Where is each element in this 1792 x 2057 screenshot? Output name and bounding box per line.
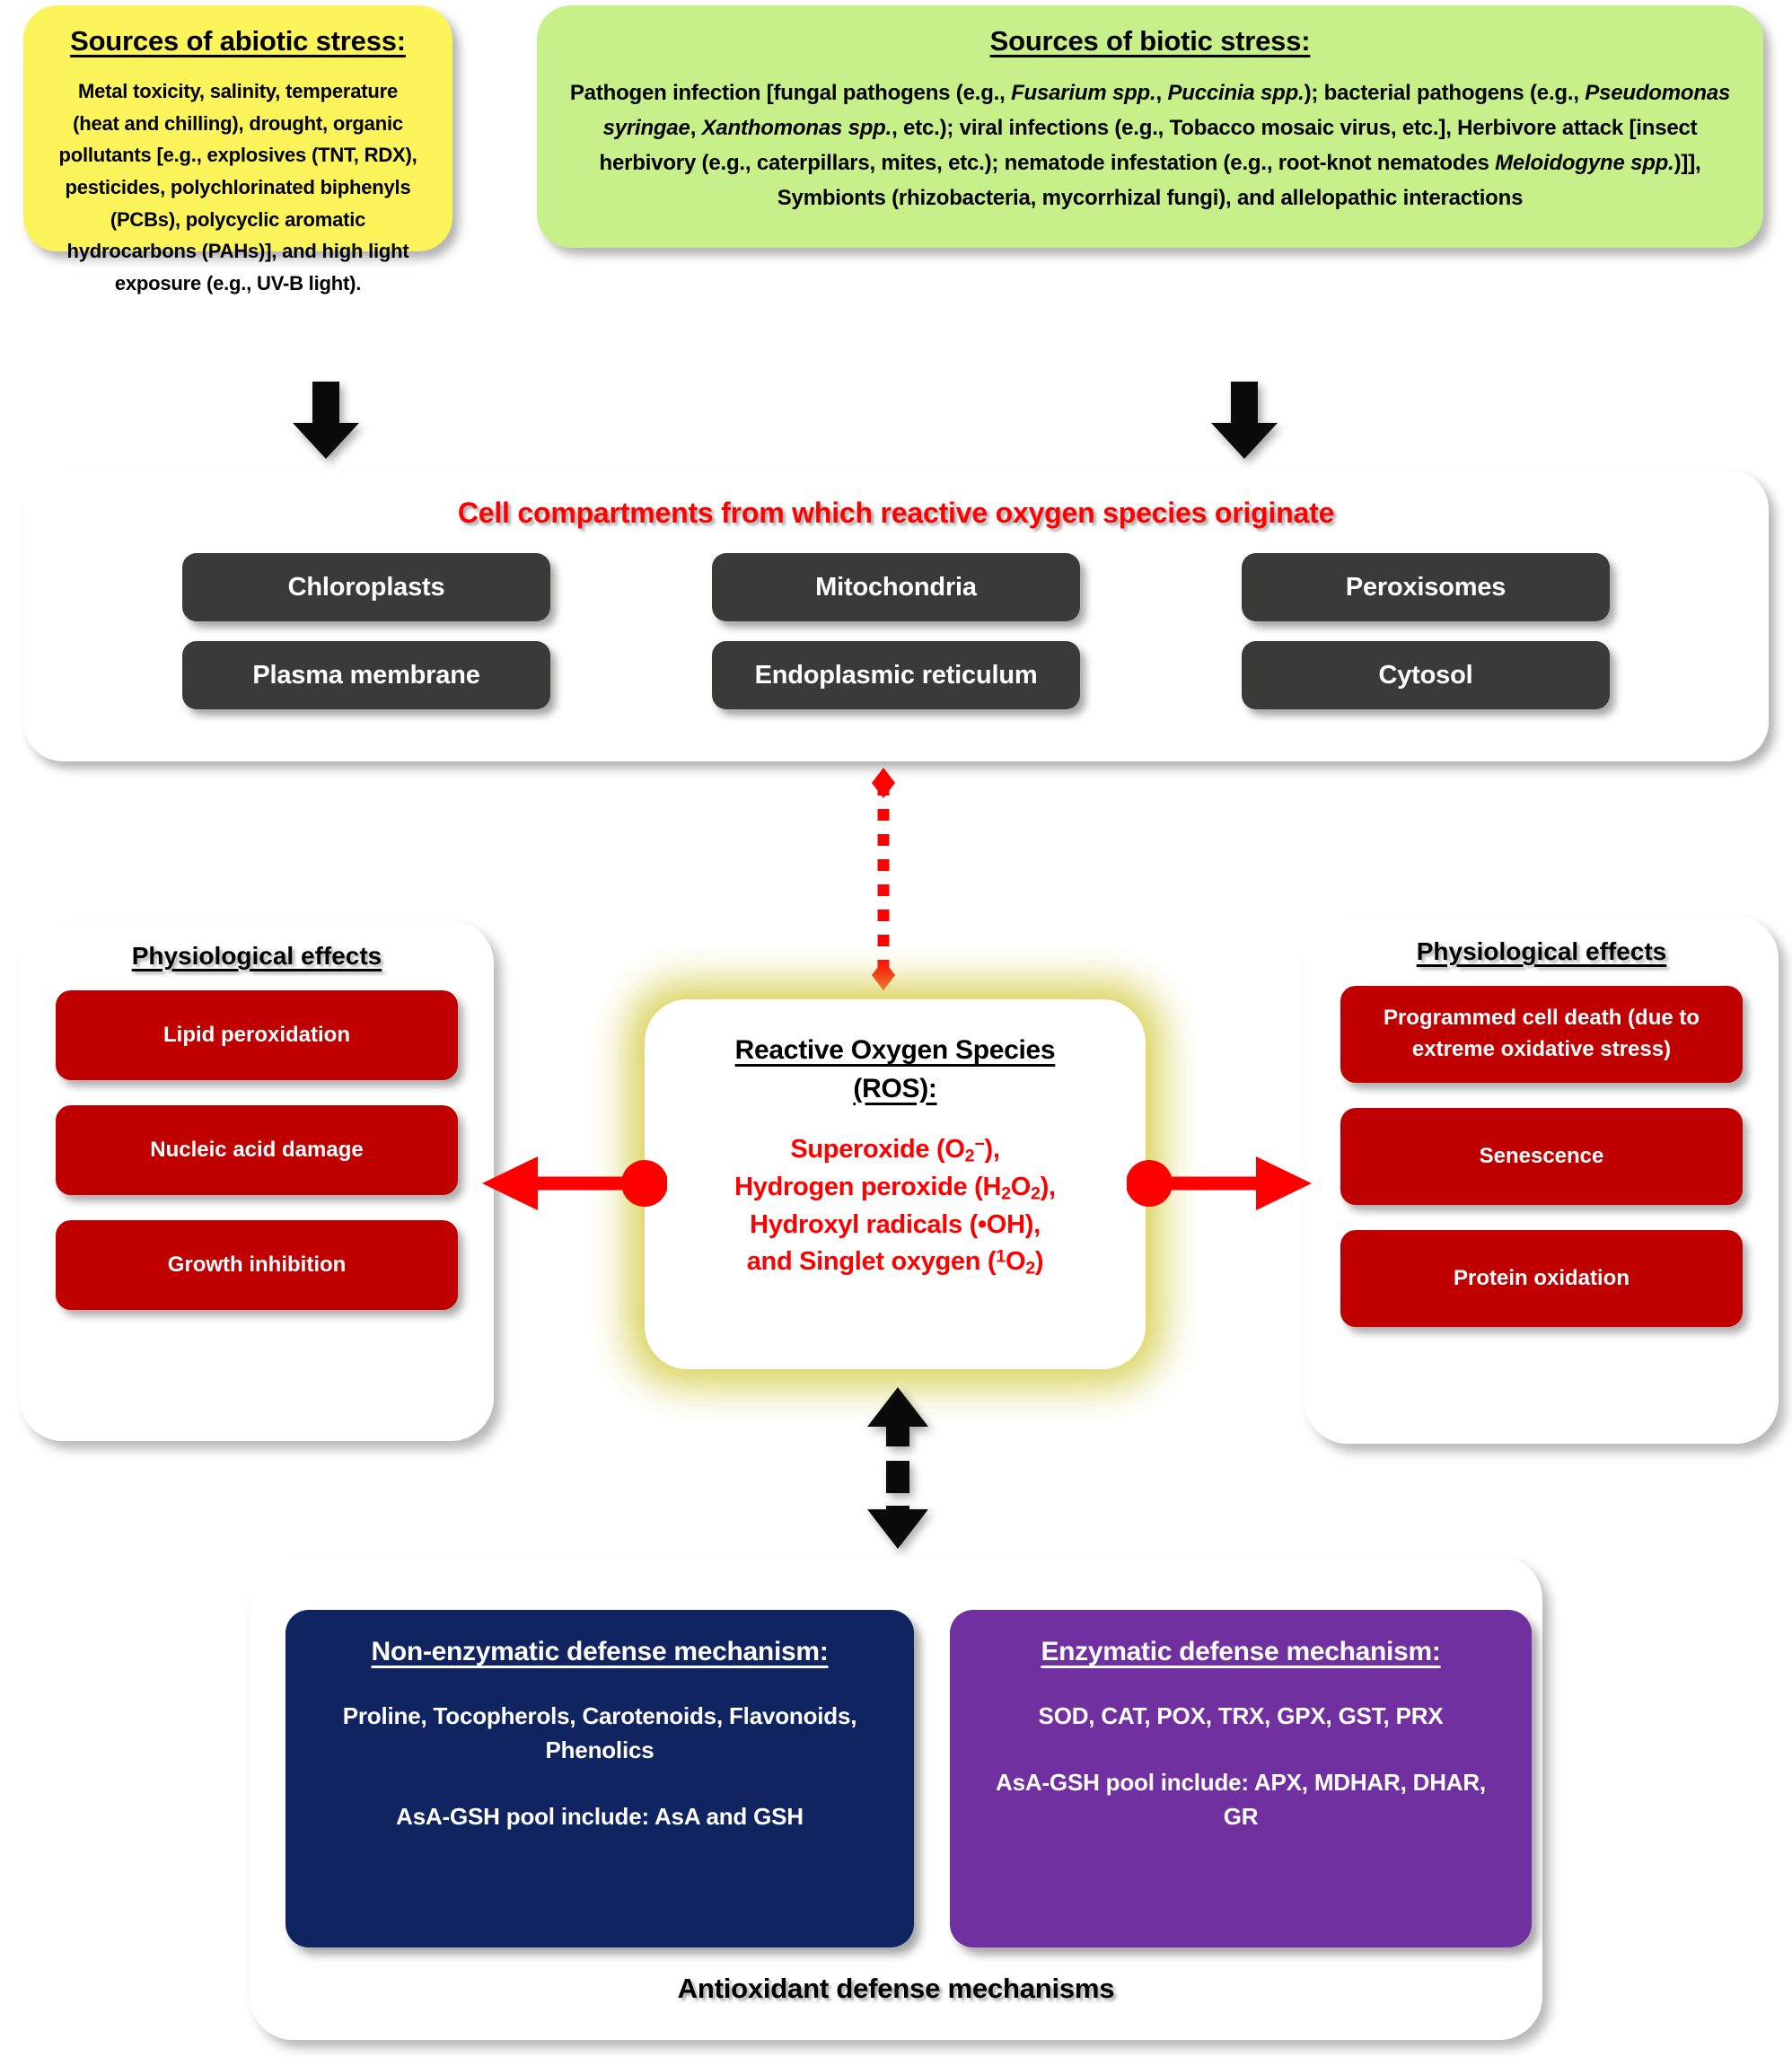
physiological-effects-right-panel	[1304, 916, 1779, 1444]
ros-to-right-effects-arrow	[1127, 1156, 1312, 1210]
physiological-effects-left-list	[20, 990, 494, 1310]
ros-to-antioxidant-dashed-double-arrow	[862, 1387, 934, 1549]
compartments-to-ros-dotted-connector	[872, 768, 895, 990]
compartment-chloroplasts: Chloroplasts	[182, 553, 550, 621]
physiological-effects-right-title: Physiological effects	[1416, 937, 1667, 965]
non-enzymatic-defense-line2: AsA-GSH pool include: AsA and GSH	[396, 1802, 804, 1830]
compartment-endoplasmic-reticulum: Endoplasmic reticulum	[712, 641, 1080, 709]
compartment-plasma-membrane: Plasma membrane	[182, 641, 550, 709]
non-enzymatic-defense-title: Non-enzymatic defense mechanism:	[371, 1637, 829, 1666]
effect-lipid-peroxidation: Lipid peroxidation	[56, 990, 458, 1080]
effect-programmed-cell-death: Programmed cell death (due to extreme oxidative stress)	[1340, 986, 1743, 1083]
enzymatic-defense-line1: SOD, CAT, POX, TRX, GPX, GST, PRX	[1038, 1702, 1444, 1729]
antioxidant-defense-caption: Antioxidant defense mechanisms	[677, 1973, 1115, 2004]
abiotic-stress-title: Sources of abiotic stress:	[70, 25, 406, 57]
effect-nucleic-acid-damage: Nucleic acid damage	[56, 1105, 458, 1195]
cell-compartments-title: Cell compartments from which reactive oxygen species originate	[457, 497, 1335, 529]
ros-species-hydrogen-peroxide: Hydrogen peroxide $(H_2O_2)$,	[734, 1172, 1056, 1204]
non-enzymatic-defense-box	[285, 1610, 914, 1947]
abiotic-stress-body: Metal toxicity, salinity, temperature (heat and chilling), drought, organic pollutants [e.g., explosives (TNT, RDX), pesticides, polychlorinated biphenyls (PCBs), polycyclic aromatic hydrocarbons (PAHs)], and high light exposure (e.g., UV-B light).	[58, 80, 417, 294]
biotic-stress-body: Pathogen infection [fungal pathogens (e.g., Fusarium spp., Puccinia spp.); bacterial pathogens (e.g., Pseudomonas syringae, Xanthomonas spp., etc.); viral infections (e.g., Tobacco mosaic virus, etc.], Herbivore attack [insect herbivory (e.g., caterpillars, mites, etc.); nematode infestation (e.g., root-knot nematodes Meloidogyne spp.)]], Symbionts (rhizobacteria, mycorrhizal fungi), and allelopathic interactions	[569, 81, 1731, 211]
cell-compartments-panel	[23, 470, 1769, 761]
abiotic-down-arrow-icon	[289, 382, 363, 459]
biotic-stress-box	[537, 5, 1763, 248]
biotic-stress-title: Sources of biotic stress:	[989, 25, 1311, 57]
ros-species-list	[734, 1131, 1056, 1281]
ros-species-singlet-oxygen: and Singlet oxygen $(^1O_2)$	[746, 1247, 1044, 1279]
biotic-down-arrow-icon	[1208, 382, 1281, 459]
cell-compartments-grid	[182, 553, 1610, 709]
enzymatic-defense-box	[950, 1610, 1532, 1947]
abiotic-stress-box	[23, 5, 452, 294]
ros-to-left-effects-arrow	[482, 1156, 667, 1210]
enzymatic-defense-title: Enzymatic defense mechanism:	[1041, 1637, 1441, 1666]
effect-growth-inhibition: Growth inhibition	[56, 1220, 458, 1310]
ros-heading: Reactive Oxygen Species (ROS):	[734, 1035, 1056, 1103]
compartment-peroxisomes: Peroxisomes	[1242, 553, 1610, 621]
effect-senescence: Senescence	[1340, 1108, 1743, 1205]
non-enzymatic-defense-line1: Proline, Tocopherols, Carotenoids, Flavonoids, Phenolics	[342, 1702, 857, 1763]
ros-species-hydroxyl-radicals: Hydroxyl radicals (•OH),	[750, 1209, 1041, 1239]
ros-species-superoxide: Superoxide $(O_2^-)$,	[790, 1134, 1000, 1166]
reactive-oxygen-species-box	[645, 999, 1146, 1369]
compartment-cytosol: Cytosol	[1242, 641, 1610, 709]
physiological-effects-left-panel	[20, 920, 494, 1441]
effect-protein-oxidation: Protein oxidation	[1340, 1230, 1743, 1327]
physiological-effects-left-title: Physiological effects	[131, 942, 382, 970]
enzymatic-defense-line2: AsA-GSH pool include: APX, MDHAR, DHAR, GR	[996, 1768, 1486, 1830]
physiological-effects-right-list	[1304, 986, 1779, 1327]
compartment-mitochondria: Mitochondria	[712, 553, 1080, 621]
